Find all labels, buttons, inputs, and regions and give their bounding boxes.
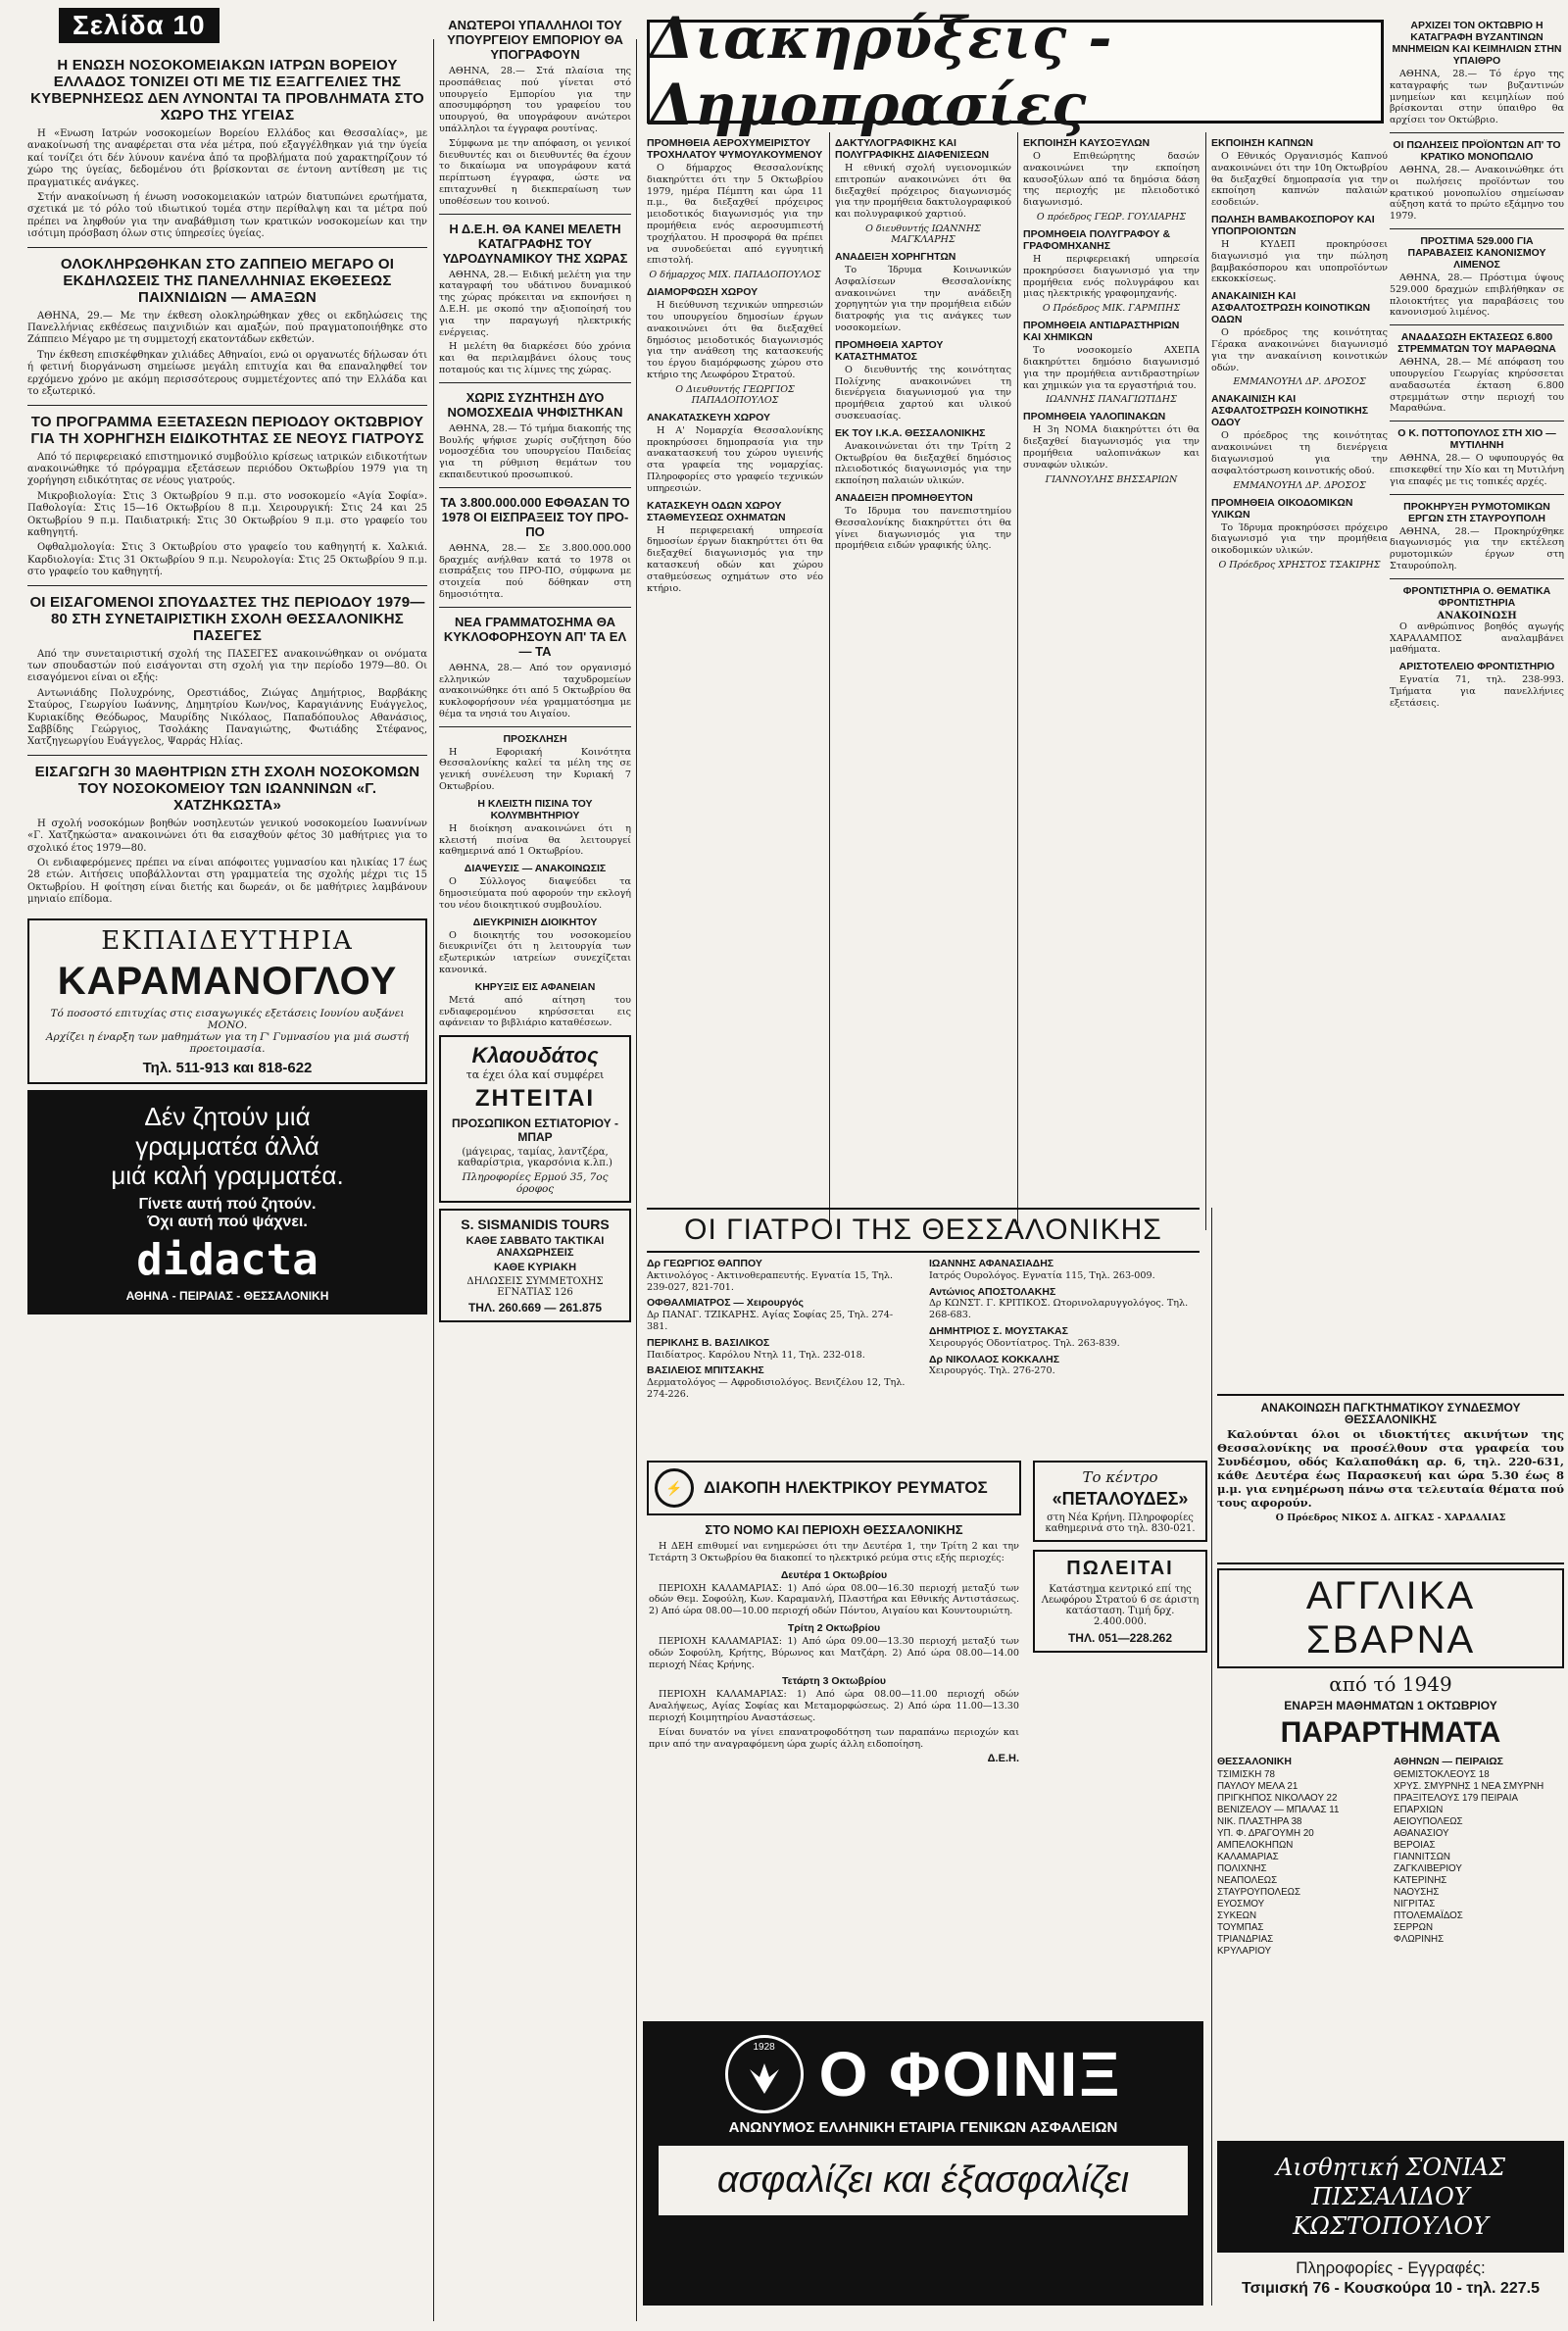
branch-item: ΤΟΥΜΠΑΣ [1217, 1922, 1264, 1933]
column-rule [1205, 132, 1206, 1230]
branch-item: ΠΡΑΞΙΤΕΛΟΥΣ 179 ΠΕΙΡΑΙΑ [1394, 1793, 1518, 1804]
branches-left [1217, 1756, 1394, 1958]
column-rule [1017, 132, 1018, 1230]
notice-text: Η διοίκηση ανακοινώνει ότι η κλειστή πισίνα θα λειτουργεί καθημερινά από 1 Οκτωβρίου. [439, 822, 631, 858]
article-paragraph: Σύμφωνα με την απόφαση, οι γενικοί διευθυντές και οι διευθυντές θα έχουν το δικαίωμα να υπογράφουν κατά περίπτωση έγγραφα, ώστε να επιταχυνθεί η διεκπεραίωση των υποθέσεων του κοινού. [439, 137, 631, 207]
article-paragraph: ΑΘΗΝΑ, 28.— Στά πλαίσια της προσπάθειας πού γίνεται στό υπουργείο Εμπορίου για την αποσυμφόρηση του γραφείου του υπουργού, θα υπογράφουν ανώτεροι υπάλληλοι τα έγγραφα ρουτίνας. [439, 66, 631, 134]
branch-item: ΚΡΥΛΑΡΙΟΥ [1217, 1946, 1272, 1957]
branch-region: ΘΕΣΣΑΛΟΝΙΚΗ [1217, 1756, 1292, 1767]
ad-anglika-svarna [1217, 1568, 1564, 2133]
doctors-col-a [647, 1259, 911, 1406]
ad-title: ΦΡΟΝΤΙΣΤΗΡΙΑ Ο. ΘΕΜΑΤΙΚΑ ΦΡΟΝΤΙΣΤΗΡΙΑ [1402, 584, 1551, 609]
power-outage-body [639, 1522, 1029, 1764]
doctor-name: ΙΩΑΝΝΗΣ ΑΦΑΝΑΣΙΑΔΗΣ [929, 1258, 1054, 1269]
notice-signature: ΕΜΜΑΝΟΥΗΛ ΔΡ. ΔΡΟΣΟΣ [1233, 376, 1366, 388]
column-1 [27, 0, 427, 2331]
branch-item: ΒΕΝΙΖΕΛΟΥ — ΜΠΑΛΑΣ 11 [1217, 1805, 1340, 1815]
ad-line: γραμματέα άλλά [135, 1130, 319, 1161]
ad-text: Εγνατία 71, τηλ. 238-993. Τμήματα για πανελλήνιες εξετάσεις. [1390, 674, 1564, 709]
notice-title: ΠΡΟΜΗΘΕΙΑ ΠΟΛΥΓΡΑΦΟΥ & ΓΡΑΦΟΜΗΧΑΝΗΣ [1023, 227, 1171, 252]
branch-item: ΝΕΑΠΟΛΕΩΣ [1217, 1875, 1278, 1886]
column-2 [439, 0, 631, 2331]
ad-phone: Τηλ. 511-913 και 818-622 [142, 1059, 313, 1076]
article-nursing-school [27, 764, 427, 907]
notice-title: ΠΩΛΗΣΗ ΒΑΜΒΑΚΟΣΠΟΡΟΥ ΚΑΙ ΥΠΟΠΡΟΙΟΝΤΩΝ [1211, 213, 1375, 237]
divider [27, 405, 427, 406]
ad-line: Γίνετε αυτή πού ζητούν. [138, 1195, 317, 1213]
branch-item: ΚΑΤΕΡΙΝΗΣ [1394, 1875, 1447, 1886]
doctor-name: ΟΦΘΑΛΜΙΑΤΡΟΣ — Χειρουργός [647, 1297, 804, 1310]
ad-line: Το κέντρο [1082, 1468, 1158, 1486]
notice-text: Το Ίδρυμα προκηρύσσει πρόχειρο διαγωνισμό για την προμήθεια οικοδομικών υλικών. [1211, 521, 1388, 557]
article-paragraph: ΑΘΗΝΑ, 28.— Ειδική μελέτη για την καταγραφή του υδάτινου δυναμικού της χώρας πρόκειται να εκπονήσει η Δ.Ε.Η. με σκοπό την αξιοποίησή του για την παραγωγή ηλεκτρικής ενέργειας. [439, 269, 631, 338]
branch-item: ΘΕΜΙΣΤΟΚΛΕΟΥΣ 18 [1394, 1769, 1490, 1780]
notice-title: ΠΡΟΜΗΘΕΙΑ ΑΕΡΟΧΥΜΕΙΡΙΣΤΟΥ ΤΡΟΧΗΛΑΤΟΥ ΨΥΜΟΥΛΚΟΥΜΕΝΟΥ [647, 137, 823, 161]
power-outage-header [647, 1461, 1021, 1515]
notice-title: ΑΝΑΚΑΤΑΣΚΕΥΗ ΧΩΡΟΥ [647, 411, 770, 423]
branch-item: ΠΤΟΛΕΜΑΪΔΟΣ [1394, 1910, 1463, 1921]
branch-item: ΣΤΑΥΡΟΥΠΟΛΕΩΣ [1217, 1887, 1301, 1898]
ad-didacta [27, 1090, 427, 1314]
notice-text: Ο Εθνικός Οργανισμός Καπνού ανακοινώνει ότι την 10η Οκτωβρίου θα διεξαχθεί δημοπρασία για την εκποίηση καπνών παλαιών εσοδειών. [1211, 151, 1388, 209]
article-pasegis-school [27, 594, 427, 749]
divider [439, 607, 631, 608]
article-title: ΟΛΟΚΛΗΡΩΘΗΚΑΝ ΣΤΟ ΖΑΠΠΕΙΟ ΜΕΓΑΡΟ ΟΙ ΕΚΔΗΛΩΣΕΙΣ ΤΗΣ ΠΑΝΕΛΛΗΝΙΑΣ ΕΚΘΕΣΕΩΣ ΠΑΙΧΝΙΔΙΩΝ — ΑΜΑΞΩΝ [60, 255, 395, 306]
column-rule [1211, 1208, 1212, 2306]
article-title: ΟΙ ΠΩΛΗΣΕΙΣ ΠΡΟΪΟΝΤΩΝ ΑΠ' ΤΟ ΚΡΑΤΙΚΟ ΜΟΝΟΠΩΛΙΟ [1393, 138, 1561, 163]
doctor-name: ΠΕΡΙΚΛΗΣ Β. ΒΑΣΙΛΙΚΟΣ [647, 1336, 770, 1349]
ad-text: Κατάστημα κεντρικό επί της Λεωφόρου Στρατού 6 σε άριστη κατάσταση. Τιμή δρχ. 2.400.000. [1041, 1584, 1200, 1627]
doctors-section [639, 1208, 1207, 1453]
divider [439, 382, 631, 383]
notice-title: ΠΡΟΜΗΘΕΙΑ ΑΝΤΙΔΡΑΣΤΗΡΙΩΝ ΚΑΙ ΧΗΜΙΚΩΝ [1023, 320, 1180, 344]
notice-text: Ο διευθυντής της κοινότητας Πολίχνης ανακοινώνει τη διενέργεια διαγωνισμού για την προμήθεια χαρτού και υλικού συσκευασίας. [835, 364, 1011, 422]
article-title: ΧΩΡΙΣ ΣΥΖΗΤΗΣΗ ΔΥΟ ΝΟΜΟΣΧΕΔΙΑ ΨΗΦΙΣΤΗΚΑΝ [447, 389, 623, 420]
doctor-info: Δρ ΠΑΝΑΓ. ΤΖΙΚΑΡΗΣ. Αγίας Σοφίας 25, Τηλ. 274-381. [647, 1310, 894, 1332]
notice-title: ΕΚ ΤΟΥ Ι.Κ.Α. ΘΕΣΣΑΛΟΝΙΚΗΣ [835, 426, 986, 439]
divider [1390, 421, 1564, 422]
notice-title: ΑΝΑΔΕΙΞΗ ΧΟΡΗΓΗΤΩΝ [835, 250, 956, 263]
divider [1390, 578, 1564, 579]
article-paragraph: Αντωνιάδης Πολυχρόνης, Ορεστιάδος, Ζιώγας Δημήτριος, Βαρβάκης Σταύρος, Γεωργίου Ιωάννης, Δημητρίου Κων/νος, Καραγιάννης Ευάγγελος, Κυριακίδης Θεόδωρος, Μαυρίδης Νικόλαος, Παπαδόπουλος Αθανάσιος, Σαββίδης Γεώργιος, Τσολάκης Παναγιώτης, Φωτιάδης Στέφανος, Χατζηγεωργίου Ευάγγελος, Ψαρράς Ηλίας. [27, 687, 427, 748]
notice-text: Μετά από αίτηση του ενδιαφερομένου κηρύσσεται εις αφάνειαν το βιβλιάριο καταθέσεων. [439, 994, 631, 1029]
ad-branches: ΠΑΡΑΡΤΗΜΑΤΑ [1280, 1716, 1501, 1749]
ad-line: μιά καλή γραμματέα. [111, 1160, 344, 1190]
doctor-info: Χειρουργός. Τηλ. 276-270. [929, 1365, 1055, 1377]
article-paragraph: ΑΘΗΝΑ, 28.— Σε 3.800.000.000 δραχμές ανήλθαν κατά το 1978 οι εισπράξεις του ΠΡΟ-ΠΟ, σύμφωνα με στοιχεία πού δόθηκαν στη δημοσιότητα. [439, 542, 631, 600]
notice-title: ΕΚΠΟΙΗΣΗ ΚΑΥΣΟΞΥΛΩΝ [1023, 137, 1151, 149]
branch-item: ΥΠ. Φ. ΔΡΑΓΟΥΜΗ 20 [1217, 1828, 1314, 1839]
branch-item: ΧΡΥΣ. ΣΜΥΡΝΗΣ 1 ΝΕΑ ΣΜΥΡΝΗ [1394, 1781, 1544, 1792]
branch-item: ΤΡΙΑΝΔΡΙΑΣ [1217, 1934, 1274, 1945]
article-paragraph: Από την συνεταιριστική σχολή της ΠΑΣΕΓΕΣ ανακοινώθηκαν οι ονόματα των σπουδαστών πού εισάγονται στη σχολή για την περίοδο 1979—80. Οι εισαγόμενοι είναι οι εξής: [27, 648, 427, 684]
notice-signature: Ο δήμαρχος ΜΙΧ. ΠΑΠΑΔΟΠΟΥΛΟΣ [649, 270, 821, 281]
doctor-entry [647, 1298, 911, 1332]
branch-item: ΚΑΛΑΜΑΡΙΑΣ [1217, 1852, 1279, 1862]
ad-klaoudatos [439, 1035, 631, 1203]
ad-title: ΖΗΤΕΙΤΑΙ [474, 1085, 596, 1113]
ad-heading: ΕΚΠΑΙΔΕΥΤΗΡΙΑ [101, 925, 354, 956]
doctor-entry [929, 1259, 1200, 1282]
notice-text: Η ΚΥΔΕΠ προκηρύσσει διαγωνισμό για την πώληση βαμβακόσπορου και υποπροϊόντων εκκοκκίσεως. [1211, 238, 1388, 285]
doctor-info: Ιατρός Ουρολόγος. Εγνατία 115, Τηλ. 263-009. [929, 1269, 1155, 1281]
branch-item: ΓΙΑΝΝΙΤΣΩΝ [1394, 1852, 1450, 1862]
notice-text: Ο πρόεδρος της κοινότητας ανακοινώνει τη διενέργεια διαγωνισμού για την ασφαλτόστρωση κοινοτικής οδού. [1211, 430, 1388, 476]
outage-text: ΠΕΡΙΟΧΗ ΚΑΛΑΜΑΡΙΑΣ: 1) Από ώρα 09.00—13.30 περιοχή μεταξύ των οδών Σοφούλη, Κρήτης, Βύρωνος και Ματζάρη. 2) Από ώρα 08.00—14.00 περιοχή Νέας Κρήνης. [649, 1635, 1019, 1670]
notice-pagktimatikos [1217, 1394, 1564, 1564]
ad-cities: ΑΘΗΝΑ - ΠΕΙΡΑΙΑΣ - ΘΕΣΣΑΛΟΝΙΚΗ [125, 1288, 329, 1303]
article-paragraph: ΑΘΗΝΑ, 29.— Με την έκθεση ολοκληρώθηκαν χθες οι εκδηλώσεις της Πανελλήνιας εκθέσεως παιχνιδιών και αμαξών, πού πραγματοποιήθηκε στο Ζάππειο Μέγαρο με τη συμμετοχή εκατοντάδων εκθετών. [27, 310, 427, 346]
phoenix-year: 1928 [753, 2042, 775, 2053]
ad-phone: ΤΗΛ. 051—228.262 [1067, 1631, 1173, 1645]
notice-title: Η ΚΛΕΙΣΤΗ ΠΙΣΙΝΑ ΤΟΥ ΚΟΛΥΜΒΗΤΗΡΙΟΥ [477, 797, 593, 821]
doctor-info: Χειρουργός Οδοντίατρος. Τηλ. 263-839. [929, 1337, 1120, 1349]
outage-day: Τετάρτη 3 Οκτωβρίου [781, 1675, 887, 1688]
notice-title: ΔΙΑΨΕΥΣΙΣ — ΑΝΑΚΟΙΝΩΣΙΣ [464, 863, 607, 875]
ad-line: Τό ποσοστό επιτυχίας στις εισαγωγικές εξετάσεις Ιουνίου αυξάνει ΜΟΝΟ. [50, 1007, 405, 1031]
article-toy-exhibition [27, 256, 427, 399]
outage-day: Δευτέρα 1 Οκτωβρίου [780, 1568, 888, 1581]
article-title: ΑΝΑΔΑΣΩΣΗ ΕΚΤΑΣΕΩΣ 6.800 ΣΤΡΕΜΜΑΤΩΝ ΤΟΥ ΜΑΡΑΘΩΝΑ [1397, 331, 1556, 356]
outage-day: Τρίτη 2 Οκτωβρίου [787, 1621, 881, 1634]
doctors-col-b [929, 1259, 1200, 1382]
article-paragraph: ΑΘΗΝΑ, 28.— Ο υφυπουργός θα επισκεφθεί την Χίο και τη Μυτιλήνη για επαφές με τις τοπικές αρχές. [1390, 453, 1564, 487]
ad-sub: ΑΝΑΚΟΙΝΩΣΗ [1437, 610, 1517, 621]
divider [1390, 228, 1564, 229]
branch-item: ΣΕΡΡΩΝ [1394, 1922, 1434, 1933]
notice-title: ΚΗΡΥΞΙΣ ΕΙΣ ΑΦΑΝΕΙΑΝ [474, 980, 596, 993]
article-title: ΤΟ ΠΡΟΓΡΑΜΜΑ ΕΞΕΤΑΣΕΩΝ ΠΕΡΙΟΔΟΥ ΟΚΤΩΒΡΙΟΥ ΓΙΑ ΤΗ ΧΟΡΗΓΗΣΗ ΕΙΔΙΚΟΤΗΤΑΣ ΣΕ ΝΕΟΥΣ ΓΙΑΤΡΟΥΣ [30, 413, 424, 447]
notice-signature: ΙΩΑΝΝΗΣ ΠΑΝΑΓΙΩΤΙΔΗΣ [1046, 394, 1177, 406]
ad-address: ΔΗΛΩΣΕΙΣ ΣΥΜΜΕΤΟΧΗΣ ΕΓΝΑΤΙΑΣ 126 [466, 1276, 604, 1299]
ad-contact: Πληροφορίες Ερμού 35, 7ος όροφος [462, 1171, 609, 1196]
branch-item: ΕΥΟΣΜΟΥ [1217, 1899, 1265, 1909]
notice-title: ΚΑΤΑΣΚΕΥΗ ΟΔΩΝ ΧΩΡΟΥ ΣΤΑΘΜΕΥΣΕΩΣ ΟΧΗΜΑΤΩΝ [647, 499, 786, 523]
doctor-entry [929, 1355, 1200, 1378]
article-title: ΠΡΟΣΤΙΜΑ 529.000 ΓΙΑ ΠΑΡΑΒΑΣΕΙΣ ΚΑΝΟΝΙΣΜΟΥ ΛΙΜΕΝΟΣ [1407, 234, 1546, 271]
column-rule [636, 39, 637, 2321]
article-exam-program [27, 414, 427, 579]
branch-item: ΒΕΡΟΙΑΣ [1394, 1840, 1436, 1851]
doctor-name: Αντώνιος ΑΠΟΣΤΟΛΑΚΗΣ [929, 1285, 1056, 1298]
branches-lists [1217, 1756, 1564, 1958]
article-paragraph: Η σχολή νοσοκόμων βοηθών νοσηλευτών γενικού νοσοκομείου Ιωαννίνων «Γ. Χατζηκώστα» ανακοινώνει ότι θα εισαχθούν φέτος 30 μαθήτριες για το σχολικό έτος 1979—80. [27, 818, 427, 854]
branch-item: ΦΛΩΡΙΝΗΣ [1394, 1934, 1445, 1945]
branches-right [1394, 1756, 1564, 1958]
notice-title: ΑΝΑΔΕΙΞΗ ΠΡΟΜΗΘΕΥΤΟΝ [835, 491, 973, 504]
branch-item: ΠΡΙΓΚΗΠΟΣ ΝΙΚΟΛΑΟΥ 22 [1217, 1793, 1338, 1804]
auctions-col-d [1211, 132, 1388, 1255]
ad-petaloudes [1033, 1461, 1207, 1542]
notice-title: ΕΚΠΟΙΗΣΗ ΚΑΠΝΩΝ [1211, 137, 1313, 149]
notice-text: Ο δήμαρχος Θεσσαλονίκης διακηρύττει ότι την 5 Οκτωβρίου 1979, ημέρα Πέμπτη και ώρα 11 π.μ., θα διεξαχθεί πρόχειρος μειοδοτικός διαγωνισμός για την προμήθεια ενός αεροσυμπιεστή τροχήλατου. Η προσφορά θα πρέπει να συνοδεύεται από εγγυητική επιστολή. [647, 163, 823, 267]
divider [439, 726, 631, 727]
auctions-section [639, 0, 1392, 1255]
phoenix-brand: Ο ΦΟΙΝΙΞ [818, 2039, 1122, 2109]
notice-title: ΠΡΟΜΗΘΕΙΑ ΥΑΛΟΠΙΝΑΚΩΝ [1023, 411, 1166, 423]
branch-item: ΠΑΥΛΟΥ ΜΕΛΑ 21 [1217, 1781, 1298, 1792]
ad-details: (μάγειρας, ταμίας, λαντζέρα, καθαρίστρια, γκαρσόνια κ.λπ.) [458, 1147, 612, 1169]
ad-title: ΠΩΛΕΙΤΑΙ [1066, 1558, 1174, 1579]
ad-sismanidis-tours [439, 1209, 631, 1322]
phoenix-company: ΑΝΩΝΥΜΟΣ ΕΛΛΗΝΙΚΗ ΕΤΑΙΡΙΑ ΓΕΝΙΚΩΝ ΑΣΦΑΛΕΙΩΝ [728, 2119, 1118, 2136]
article-paragraph: Μικροβιολογία: Στις 3 Οκτωβρίου 9 π.μ. στο νοσοκομείο «Αγία Σοφία». Παθολογία: Στις 15—16 Οκτωβρίου 8 π.μ. Χειρουργική: Στις 24 και 25 Οκτωβρίου 9 π.μ. Παιδιατρική: Στις 30 Οκτωβρίου 9 π.μ. στο γραφείο του καθηγητή. [27, 490, 427, 538]
ad-line: Όχι αυτή πού ψάχνει. [147, 1213, 308, 1230]
article-paragraph: Την έκθεση επισκέφθηκαν χιλιάδες Αθηναίοι, ενώ οι οργανωτές δήλωσαν ότι ή φετινή διοργάνωση σημείωσε μεγάλη επιτυχία και θα επαναληφθεί τον ερχόμενο χρόνο με ακόμη περισσότερους συμμετέχοντες από την Ελλάδα και το εξωτερικό. [27, 349, 427, 398]
article-hospital-doctors [27, 57, 427, 241]
divider [27, 755, 427, 756]
notice-signature: Ο Πρόεδρος ΜΙΚ. ΓΑΡΜΠΗΣ [1042, 303, 1181, 315]
notice-text: Η Α' Νομαρχία Θεσσαλονίκης προκηρύσσει δημοπρασία για την ανακατασκευή του χώρου υγιεινής στα γραφεία της νομαρχίας. Πληροφορίες στο γραφείο τεχνικών υπηρεσιών. [647, 424, 823, 494]
doctor-name: ΒΑΣΙΛΕΙΟΣ ΜΠΙΤΣΑΚΗΣ [647, 1364, 764, 1377]
divider [1390, 132, 1564, 133]
doctor-info: Παιδίατρος. Καρόλου Ντηλ 11, Τηλ. 232-018. [647, 1349, 865, 1361]
article-title: Ο Κ. ΠΟΤΤΟΠΟΥΛΟΣ ΣΤΗ ΧΙΟ — ΜΥΤΙΛΗΝΗ [1397, 427, 1556, 452]
doctor-entry [647, 1338, 911, 1362]
notice-title: ΔΙΑΜΟΡΦΩΣΗ ΧΩΡΟΥ [647, 286, 759, 299]
phoenix-emblem-icon [725, 2035, 804, 2113]
notice-text: Η περιφερειακή υπηρεσία δημοσίων έργων διακηρύττει ότι θα διεξαχθεί διαγωνισμός για την κατασκευή οδών και χώρου σταθμεύσεως οχημάτων στο νέο κτήριο. [647, 524, 823, 594]
notice-signature: Ο Διευθυντής ΓΕΩΡΓΙΟΣ ΠΑΠΑΔΟΠΟΥΛΟΣ [675, 383, 795, 406]
doctor-entry [647, 1259, 911, 1293]
notice-signature: Ο Πρόεδρος ΧΡΗΣΤΟΣ ΤΣΑΚΙΡΗΣ [1218, 559, 1381, 570]
article-title: ΤΑ 3.800.000.000 ΕΦΘΑΣΑΝ ΤΟ 1978 ΟΙ ΕΙΣΠΡΑΞΕΙΣ ΤΟΥ ΠΡΟ-ΠΟ [440, 494, 630, 539]
auctions-col-b [835, 132, 1011, 1255]
branch-item: ΤΣΙΜΙΣΚΗ 78 [1217, 1769, 1275, 1780]
auctions-col-a [647, 132, 823, 1255]
branch-list [1394, 1769, 1564, 1946]
article-paragraph: Στήν ανακοίνωση ή ένωση νοσοκομειακών ιατρών διατυπώνει ερωτήματα, σχετικά με τό ρόλο τού ιδιωτικού τομέα στην περίθαλψη και τα μέτρα πού πρέπει να ληφθούν για την αναβάθμιση των κρατικών νοσοκομείων και την ισότιμη πρόσβαση όλων στις ύπηρεσίες ύγείας. [27, 192, 427, 240]
divider [27, 585, 427, 586]
notice-text: Το νοσοκομείο ΑΧΕΠΑ διακηρύττει δημόσιο διαγωνισμό για την προμήθεια αντιδραστηρίων και χημικών για τα εργαστήριά του. [1023, 345, 1200, 391]
divider [1390, 494, 1564, 495]
doctor-name: ΔΗΜΗΤΡΙΟΣ Σ. ΜΟΥΣΤΑΚΑΣ [929, 1324, 1068, 1337]
ad-poleitai [1033, 1550, 1207, 1653]
ad-text: στη Νέα Κρήνη. Πληροφορίες καθημερινά στο τηλ. 830-021. [1045, 1513, 1196, 1534]
ads-middle-right [1033, 1461, 1207, 2017]
notice-signature: ΓΙΑΝΝΟΥΛΗΣ ΒΗΣΣΑΡΙΩΝ [1045, 473, 1178, 485]
notice-title: ΔΑΚΤΥΛΟΓΡΑΦΙΚΗΣ ΚΑΙ ΠΟΛΥΓΡΑΦΙΚΗΣ ΔΙΑΦΕΝΙΣΕΩΝ [835, 137, 990, 161]
phoenix-header [643, 2021, 1203, 2117]
article-title: ΝΕΑ ΓΡΑΜΜΑΤΟΣΗΜΑ ΘΑ ΚΥΚΛΟΦΟΡΗΣΟΥΝ ΑΠ' ΤΑ ΕΛ — ΤΑ [443, 614, 627, 659]
notice-signature: Ο Πρόεδρος ΝΙΚΟΣ Δ. ΔΙΓΚΑΣ - ΧΑΡΔΑΛΙΑΣ [1275, 1513, 1506, 1523]
page-number-label: Σελίδα 10 [59, 8, 220, 43]
article-title: ΑΡΧΙΖΕΙ ΤΟΝ ΟΚΤΩΒΡΙΟ Η ΚΑΤΑΓΡΑΦΗ ΒΥΖΑΝΤΙΝΩΝ ΜΝΗΜΕΙΩΝ ΚΑΙ ΚΕΙΜΗΛΙΩΝ ΣΤΗΝ ΥΠΑΙΘΡΟ [1392, 20, 1562, 67]
notice-signature: Ο διευθυντής ΙΩΑΝΝΗΣ ΜΑΓΚΛΑΡΗΣ [865, 223, 981, 245]
article-title: Η Δ.Ε.Η. ΘΑ ΚΑΝΕΙ ΜΕΛΕΤΗ ΚΑΤΑΓΡΑΦΗΣ ΤΟΥ ΥΔΡΟΔΥΝΑΜΙΚΟΥ ΤΗΣ ΧΩΡΑΣ [442, 221, 628, 266]
ad-pissalidou [1217, 2141, 1564, 2317]
branch-item: ΑΘΑΝΑΣΙΟΥ [1394, 1828, 1449, 1839]
notice-text: Ανακοινώνεται ότι την Τρίτη 2 Οκτωβρίου θα διεξαχθεί δημόσιος πλειοδοτικός διαγωνισμός για την εκποίηση παλαιών υλικών. [835, 440, 1011, 487]
power-outage-subtitle: ΣΤΟ ΝΟΜΟ ΚΑΙ ΠΕΡΙΟΧΗ ΘΕΣΣΑΛΟΝΙΚΗΣ [705, 1522, 963, 1537]
notice-text: Το Ίδρυμα Κοινωνικών Ασφαλίσεων Θεσσαλονίκης ανακοινώνει την ανάδειξη χορηγητών για την προμήθεια ειδών διατροφής για τις ανάγκες των νοσοκομείων. [835, 264, 1011, 333]
article-paragraph: Η μελέτη θα διαρκέσει δύο χρόνια και θα περιλαμβάνει όλους τους ποταμούς και τις λίμνες της χώρας. [439, 341, 631, 375]
article-paragraph: Από τό περιφερειακό επιστημονικό συμβούλιο κρίσεως ιατρικών ειδικοτήτων ανακοινώθηκε τό πρόγραμμα εξετάσεων περιόδου Οκτωβρίου 1979 για τη χορήγηση ειδικότητας σε νέους γιατρούς. [27, 451, 427, 487]
ad-brand: «ΠΕΤΑΛΟΥΔΕΣ» [1052, 1489, 1189, 1509]
phoenix-slogan: ασφαλίζει και έξασφαλίζει [659, 2146, 1188, 2215]
ad-start: ΕΝΑΡΞΗ ΜΑΘΗΜΑΤΩΝ 1 ΟΚΤΩΒΡΙΟΥ [1284, 1699, 1497, 1712]
article-paragraph: Οφθαλμολογία: Στις 3 Οκτωβρίου στο γραφείο του καθηγητή κ. Χαλκιά. Καρδιολογία: Στις 31 Οκτωβρίου 9 π.μ. Νευρολογία: Στις 25 Οκτωβρίου 9 π.μ. στο γραφείο του καθηγητή. [27, 542, 427, 578]
branch-item: ΝΑΟΥΣΗΣ [1394, 1887, 1440, 1898]
power-outage-section [639, 1461, 1029, 2017]
notice-signature: ΕΜΜΑΝΟΥΗΛ ΔΡ. ΔΡΟΣΟΣ [1233, 479, 1366, 491]
article-title: ΕΙΣΑΓΩΓΗ 30 ΜΑΘΗΤΡΙΩΝ ΣΤΗ ΣΧΟΛΗ ΝΟΣΟΚΟΜΩΝ ΤΟΥ ΝΟΣΟΚΟΜΕΙΟΥ ΤΩΝ ΙΩΑΝΝΙΝΩΝ «Γ. ΧΑΤΖΗΚΩΣΤΑ» [34, 763, 420, 814]
article-paragraph: ΑΘΗΝΑ, 28.— Πρόστιμα ύψους 529.000 δραχμών επιβλήθηκαν σε πλοιοκτήτες για παραβάσεις του κανονισμού λιμένος. [1390, 272, 1564, 319]
doctor-info: Δρ ΚΩΝΣΤ. Γ. ΚΡΙΤΙΚΟΣ. Ωτορινολαρυγγολόγος. Τηλ. 268-683. [929, 1298, 1189, 1321]
article-paragraph: Οι ενδιαφερόμενες πρέπει να είναι απόφοιτες γυμνασίου και ηλικίας 17 έως 28 ετών. Αιτήσεις υποβάλλονται στη γραμματεία της σχολής μέχρι τις 15 Οκτωβρίου. Η φοίτηση είναι διετής και δωρεάν, οι δε μαθήτριες λαμβάνουν μηνιαίο επίδομα. [27, 858, 427, 906]
auctions-banner: Διακηρύξεις - Δημοπρασίες [647, 20, 1384, 124]
power-outage-title: ΔΙΑΚΟΠΗ ΗΛΕΚΤΡΙΚΟΥ ΡΕΥΜΑΤΟΣ [704, 1478, 988, 1497]
doctor-entry [929, 1287, 1200, 1321]
doctors-title: ΟΙ ΓΙΑΤΡΟΙ ΤΗΣ ΘΕΣΣΑΛΟΝΙΚΗΣ [647, 1208, 1200, 1253]
branch-item: ΖΑΓΚΛΙΒΕΡΙΟΥ [1394, 1863, 1462, 1874]
doctor-entry [647, 1365, 911, 1400]
notice-signature: Ο πρόεδρος ΓΕΩΡ. ΓΟΥΛΙΑΡΗΣ [1036, 211, 1187, 223]
notice-text: Η διεύθυνση τεχνικών υπηρεσιών του υπουργείου δημοσίων έργων ανακοινώνει ότι θα διεξαχθεί δημόσιος μειοδοτικός διαγωνισμός για την ανάθεση της κατασκευής του έργου διαμόρφωσης χώρου στο κτήριο της Λεωφόρου Στρατού. [647, 300, 823, 380]
doctor-info: Δερματολόγος — Αφροδισιολόγος. Βενιζέλου 12, Τηλ. 274-226. [647, 1377, 906, 1400]
branch-list [1217, 1769, 1388, 1958]
column-rule [433, 39, 434, 2321]
divider [439, 487, 631, 488]
ad-phoenix [643, 2021, 1203, 2306]
article-title: ΠΡΟΚΗΡΥΞΗ ΡΥΜΟΤΟΜΙΚΩΝ ΕΡΓΩΝ ΣΤΗ ΣΤΑΥΡΟΥΠΟΛΗ [1403, 500, 1550, 524]
power-outage-sign: Δ.Ε.Η. [987, 1753, 1019, 1765]
ad-title: ΑΓΓΛΙΚΑ ΣΒΑΡΝΑ [1217, 1568, 1564, 1668]
ad-line: ΚΑΘΕ ΣΑΒΒΑΤΟ ΤΑΚΤΙΚΑΙ ΑΝΑΧΩΡΗΣΕΙΣ [466, 1235, 605, 1260]
notice-text: Η 3η ΝΟΜΑ διακηρύττει ότι θα διεξαχθεί διαγωνισμός για την προμήθεια υαλοπινάκων και συναφών υλικών. [1023, 424, 1200, 471]
ad-line: Αρχίζει η έναρξη των μαθημάτων για τη Γ' Γυμνασίου για μιά σωστή προετοιμασία. [45, 1030, 410, 1055]
branch-item: ΠΟΛΙΧΝΗΣ [1217, 1863, 1267, 1874]
branch-region: ΑΘΗΝΩΝ — ΠΕΙΡΑΙΩΣ [1394, 1756, 1503, 1767]
ad-info: Πληροφορίες - Εγγραφές: [1296, 2258, 1486, 2277]
ad-line: Δέν ζητούν μιά [144, 1101, 311, 1131]
power-outage-intro: Η ΔΕΗ επιθυμεί ναι ενημερώσει ότι την Δευτέρα 1, την Τρίτη 2 και την Τετάρτη 3 Οκτωβρίου θα διακοπεί το ηλεκτρικό ρεύμα στις εξής περιοχές: [649, 1541, 1019, 1563]
notice-text: Ο διοικητής του νοσοκομείου διευκρινίζει ότι η λειτουργία των εξωτερικών ιατρείων συνεχίζεται κανονικά. [439, 929, 631, 976]
article-title: Η ΕΝΩΣΗ ΝΟΣΟΚΟΜΕΙΑΚΩΝ ΙΑΤΡΩΝ ΒΟΡΕΙΟΥ ΕΛΛΑΔΟΣ ΤΟΝΙΖΕΙ ΟΤΙ ΜΕ ΤΙΣ ΕΞΑΓΓΕΛΙΕΣ ΤΗΣ ΚΥΒΕΡΝΗΣΕΩΣ ΔΕΝ ΛΥΝΟΝΤΑΙ ΤΑ ΠΡΟΒΛΗΜΑΤΑ ΣΤΟ ΧΩΡΟ ΤΗΣ ΥΓΕΙΑΣ [30, 57, 424, 124]
branch-item: ΣΥΚΕΩΝ [1217, 1910, 1257, 1921]
ad-address: Τσιμισκή 76 - Κουσκούρα 10 - τηλ. 227.5 [1242, 2280, 1540, 2297]
branch-item: ΕΠΑΡΧΙΩΝ [1394, 1805, 1444, 1815]
power-outage-note: Είναι δυνατόν να γίνει επανατροφοδότηση των παραπάνω περιοχών και πριν από την αναγραφόμενη ώρα χωρίς άλλη ειδοποίηση. [649, 1726, 1019, 1750]
notice-title: ΔΙΕΥΚΡΙΝΙΣΗ ΔΙΟΙΚΗΤΟΥ [472, 916, 598, 928]
ad-brand: Αισθητική ΣΟΝΙΑΣ ΠΙΣΣΑΛΙΔΟΥ ΚΩΣΤΟΠΟΥΛΟΥ [1217, 2141, 1564, 2253]
doctor-info: Ακτινολόγος - Ακτινοθεραπευτής. Εγνατία 15, Τηλ. 239-027, 821-701. [647, 1269, 894, 1293]
notice-title: ΠΡΟΜΗΘΕΙΑ ΧΑΡΤΟΥ ΚΑΤΑΣΤΗΜΑΤΟΣ [835, 338, 944, 363]
ad-brand: Κλαουδάτος [471, 1043, 599, 1068]
article-title: ΟΙ ΕΙΣΑΓΟΜΕΝΟΙ ΣΠΟΥΔΑΣΤΕΣ ΤΗΣ ΠΕΡΙΟΔΟΥ 1979—80 ΣΤΗ ΣΥΝΕΤΑΙΡΙΣΤΙΚΗ ΣΧΟΛΗ ΘΕΣΣΑΛΟΝΙΚΗΣ ΠΑΣΕΓΕΣ [29, 593, 425, 644]
ad-brand: ΚΑΡΑΜΑΝΟΓΛΟΥ [57, 959, 398, 1003]
ad-role: ΠΡΟΣΩΠΙΚΟΝ ΕΣΤΙΑΤΟΡΙΟΥ - ΜΠΑΡ [452, 1116, 618, 1145]
branch-item: ΑΕΙΟΥΠΟΛΕΩΣ [1394, 1816, 1463, 1827]
branch-item: ΝΙΓΡΙΤΑΣ [1394, 1899, 1436, 1909]
article-paragraph: ΑΘΗΝΑ, 28.— Από τον οργανισμό ελληνικών ταχυδρομείων ανακοινώθηκε ότι από 5 Οκτωβρίου θα κυκλοφορήσουν νέα γραμματόσημα με θέμα τα νησιά του Αιγαίου. [439, 662, 631, 719]
ad-sub: τα έχει όλα καί συμφέρει [466, 1068, 605, 1082]
notice-title: ΠΡΟΣΚΛΗΣΗ [503, 732, 567, 745]
auctions-col-c [1023, 132, 1200, 1255]
notice-text: Ο Επιθεώρητης δασών ανακοινώνει την εκποίηση καυσοξύλων από τα δημόσια δάση της περιοχής με πλειοδοτικό διαγωνισμό. [1023, 151, 1200, 209]
doctor-entry [929, 1326, 1200, 1350]
ad-title: ΑΡΙΣΤΟΤΕΛΕΙΟ ΦΡΟΝΤΙΣΤΗΡΙΟ [1398, 661, 1555, 673]
ad-line: ΚΑΘΕ ΚΥΡΙΑΚΗ [493, 1262, 577, 1274]
ad-text: Ο ανθρώπινος βοηθός αγωγής ΧΑΡΑΛΑΜΠΟΣ αναλαμβάνει μαθήματα. [1390, 620, 1564, 656]
ad-karamanoglou [27, 918, 427, 1084]
article-paragraph: ΑΘΗΝΑ, 28.— Τό τμήμα διακοπής της Βουλής ψήφισε χωρίς συζήτηση δύο νομοσχέδια του υπουργείου Παιδείας για τη ρύθμιση θεμάτων του εκπαιδευτικού προσωπικού. [439, 422, 631, 480]
divider [27, 247, 427, 248]
outage-text: ΠΕΡΙΟΧΗ ΚΑΛΑΜΑΡΙΑΣ: 1) Από ώρα 08.00—11.00 περιοχή οδών Αναλήψεως, Αγίας Σοφίας και Μεταμορφώσεως. 2) Από ώρα 11.00—13.30 περιοχή Κοιμητηρίου Αναστάσεως. [649, 1689, 1019, 1723]
article-title: ΑΝΩΤΕΡΟΙ ΥΠΑΛΛΗΛΟΙ ΤΟΥ ΥΠΟΥΡΓΕΙΟΥ ΕΜΠΟΡΙΟΥ ΘΑ ΥΠΟΓΡΑΦΟΥΝ [447, 18, 623, 62]
notice-text: Η εθνική σχολή υγειονομικών επιτροπών ανακοινώνει ότι θα διεξαχθεί πρόχειρος διαγωνισμός για την προμήθεια δακτυλογραφικού και πολυγραφικού χαρτιού. [835, 163, 1011, 221]
dei-logo-icon: ⚡ [655, 1468, 694, 1508]
notice-text: Καλούνται όλοι οι ιδιοκτήτες ακινήτων της Θεσσαλονίκης να προσέλθουν στα γραφεία του Συνδέσμου, οδός Καλαποθάκη αρ. 6, τηλ. 220-631, κάθε Δευτέρα έως Παρασκευή και ώρα 5.30 έως 8 μ.μ. για ενημέρωση πάνω στα τελευταία θέματα πού τους αφορούν. [1217, 1427, 1564, 1510]
article-paragraph: ΑΘΗΝΑ, 28.— Μέ απόφαση του υπουργείου Γεωργίας κηρύσσεται αναδασωτέα έκταση 6.800 στρεμμάτων στην περιοχή του Μαραθώνα. [1390, 357, 1564, 415]
notice-title: ΑΝΑΚΟΙΝΩΣΗ ΠΑΓΚΤΗΜΑΤΙΚΟΥ ΣΥΝΔΕΣΜΟΥ ΘΕΣΣΑΛΟΝΙΚΗΣ [1260, 1401, 1521, 1426]
column-rule [829, 132, 830, 1230]
divider [1390, 324, 1564, 325]
ad-brand: didacta [136, 1234, 318, 1285]
branch-item: ΑΜΠΕΛΟΚΗΠΩΝ [1217, 1840, 1294, 1851]
notice-text: Ο Σύλλογος διαψεύδει τα δημοσιεύματα πού αφορούν την εκλογή του νέου διοικητικού συμβουλίου. [439, 876, 631, 911]
divider [439, 214, 631, 215]
notice-text: Το Ιδρυμα του πανεπιστημίου Θεσσαλονίκης διακηρύττει ότι θα γίνει διαγωνισμός για την προμήθεια ειδών γραφικής ύλης. [835, 505, 1011, 552]
article-paragraph: ΑΘΗΝΑ, 28.— Τό έργο της καταγραφής των βυζαντινών μνημείων και κειμηλίων πού βρίσκονται στην ύπαιθρο θα αρχίσει τον Οκτώβριο. [1390, 69, 1564, 126]
notice-title: ΠΡΟΜΗΘΕΙΑ ΟΙΚΟΔΟΜΙΚΩΝ ΥΛΙΚΩΝ [1211, 496, 1353, 521]
notice-title: ΑΝΑΚΑΙΝΙΣΗ ΚΑΙ ΑΣΦΑΛΤΟΣΤΡΩΣΗ ΚΟΙΝΟΤΙΚΩΝ ΟΔΩΝ [1211, 290, 1371, 326]
branch-item: ΝΙΚ. ΠΛΑΣΤΗΡΑ 38 [1217, 1816, 1302, 1827]
column-right [1390, 0, 1564, 1392]
doctor-name: Δρ ΓΕΩΡΓΙΟΣ ΘΑΠΠΟΥ [647, 1258, 762, 1269]
notice-text: Η Εφοριακή Κοινότητα Θεσσαλονίκης καλεί τα μέλη της σε γενική συνέλευση την Κυριακή 7 Οκτωβρίου. [439, 746, 631, 793]
notice-text: Ο πρόεδρος της κοινότητας Γέρακα ανακοινώνει διαγωνισμό για την ανακαίνιση κοινοτικών οδών. [1211, 327, 1388, 373]
outage-text: ΠΕΡΙΟΧΗ ΚΑΛΑΜΑΡΙΑΣ: 1) Από ώρα 08.00—16.30 περιοχή μεταξύ των οδών Θεμ. Σοφούλη, Κων. Καραμανλή, Πλαστήρα και Εθνικής Αντιστάσεως. 2) Από ώρα 08.00—10.00 περιοχή οδών Πόντου, Αιγαίου και Κουντουριώτη. [649, 1582, 1019, 1617]
article-paragraph: ΑΘΗΝΑ, 28.— Ανακοινώθηκε ότι οι πωλήσεις προϊόντων του κρατικού μονοπωλίου σημείωσαν αύξηση κατά το πρώτο εξάμηνο του 1979. [1390, 164, 1564, 223]
notice-title: ΑΝΑΚΑΙΝΙΣΗ ΚΑΙ ΑΣΦΑΛΤΟΣΤΡΩΣΗ ΚΟΙΝΟΤΙΚΗΣ ΟΔΟΥ [1211, 393, 1368, 429]
notice-text: Η περιφερειακή υπηρεσία προκηρύσσει διαγωνισμό για την προμήθεια ενός πολυγράφου και μιας ηλεκτρικής γραφομηχανής. [1023, 253, 1200, 300]
ad-since: από τό 1949 [1329, 1672, 1452, 1696]
article-paragraph: Η «Ενωση Ιατρών νοσοκομείων Βορείου Ελλάδος και Θεσσαλίας», με ανακοίνωσή της αναφέρεται στα νέα μέτρα, πού εξαγγέλθηκαν γιά την ύγεία καί τονίζει ότι δέν λύνουν κανένα ἀπό τα προβλήματα πού χαρακτηρίζουν τό χώρο της ύγείας, δεδομένου ότι βρίσκονται σε έντονη αντίθεση με τις πραγματικές ανάγκες. [27, 128, 427, 188]
doctor-name: Δρ ΝΙΚΟΛΑΟΣ ΚΟΚΚΑΛΗΣ [929, 1353, 1060, 1365]
ad-phone: ΤΗΛ. 260.669 — 261.875 [467, 1301, 603, 1315]
ad-brand: S. SISMANIDIS TOURS [461, 1216, 610, 1233]
article-paragraph: ΑΘΗΝΑ, 28.— Προκηρύχθηκε διαγωνισμός για την εκτέλεση ρυμοτομικών έργων στη Σταυρούπολη. [1390, 525, 1564, 571]
